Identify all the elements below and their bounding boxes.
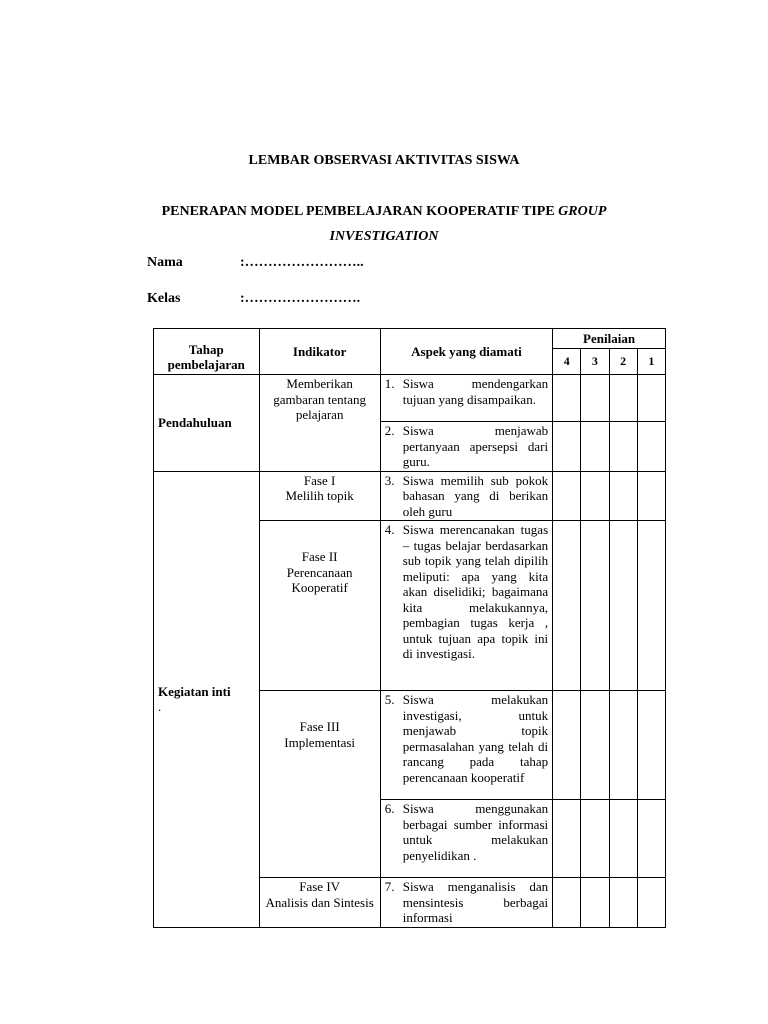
- aspek-row: [380, 521, 552, 691]
- score-cell[interactable]: [553, 471, 581, 521]
- kegiatan-inti-dot: .: [158, 699, 162, 714]
- score-cell[interactable]: [609, 375, 637, 422]
- document-title: LEMBAR OBSERVASI AKTIVITAS SISWA: [248, 153, 520, 168]
- score-cell[interactable]: [637, 878, 665, 928]
- score-cell[interactable]: [553, 691, 581, 800]
- header-score-2: 2: [609, 349, 637, 375]
- score-cell[interactable]: [553, 375, 581, 422]
- aspek-text: Siswa melakukan investigasi, untuk menjawab topik permasalahan yang telah di rancang pada tahap perencanaan kooperatif: [402, 692, 549, 785]
- kelas-value[interactable]: :…………………….: [240, 291, 361, 306]
- header-score-3: 3: [581, 349, 609, 375]
- indikator-fase-4: [259, 878, 380, 928]
- score-cell[interactable]: [553, 878, 581, 928]
- score-cell[interactable]: [581, 878, 609, 928]
- fase-2-label: Fase II: [301, 549, 338, 564]
- kelas-label: Kelas: [147, 291, 181, 306]
- subtitle-plain: PENERAPAN MODEL PEMBELAJARAN KOOPERATIF TIPE: [161, 204, 559, 219]
- score-cell[interactable]: [609, 691, 637, 800]
- fase-3-sub: Implementasi: [284, 734, 356, 750]
- score-cell[interactable]: [609, 521, 637, 691]
- score-cell[interactable]: [581, 375, 609, 422]
- score-cell[interactable]: [637, 422, 665, 472]
- score-cell[interactable]: [553, 521, 581, 691]
- aspek-row: [380, 800, 552, 878]
- fase-4-sub: Analisis dan Sintesis: [265, 894, 374, 910]
- fase-1-label: Fase I: [303, 472, 336, 488]
- indikator-fase-3: [259, 691, 380, 878]
- aspek-row: [380, 471, 552, 521]
- nama-label: Nama: [147, 255, 183, 270]
- aspek-text: Siswa menganalisis dan mensintesis berbagai informasi: [402, 879, 549, 925]
- header-aspek: Aspek yang diamati: [380, 329, 552, 375]
- nama-value[interactable]: :……………………..: [240, 255, 364, 270]
- aspek-row: [380, 691, 552, 800]
- fase-1-sub: Melilih topik: [285, 488, 354, 503]
- fase-2-sub: Perencanaan Kooperatif: [286, 564, 353, 595]
- score-cell[interactable]: [581, 691, 609, 800]
- score-cell[interactable]: [553, 800, 581, 878]
- header-tahap: Tahap pembelajaran: [154, 329, 260, 375]
- aspek-row: [380, 422, 552, 472]
- header-score-4: 4: [553, 349, 581, 375]
- score-cell[interactable]: [581, 471, 609, 521]
- indikator-fase-2: [259, 521, 380, 691]
- fase-4-label: Fase IV: [299, 879, 341, 894]
- indikator-fase-1: [259, 471, 380, 521]
- score-cell[interactable]: [637, 375, 665, 422]
- aspek-number: 5.: [384, 692, 395, 707]
- aspek-text: Siswa merencanakan tugas – tugas belajar berdasarkan sub topik yang telah dipilih meliputi: apa yang kita akan diselidiki; bagaimana kita melakukannya, pembagian tugas kerja , untuk tujuan apa topik ini di investigasi.: [402, 522, 549, 661]
- subtitle-italic: GROUP: [558, 204, 607, 219]
- fase-3-label: Fase III: [299, 719, 340, 734]
- kelas-field[interactable]: [147, 291, 360, 307]
- score-cell[interactable]: [553, 422, 581, 472]
- aspek-number: 1.: [384, 376, 395, 391]
- document-subtitle-line2: INVESTIGATION: [329, 229, 439, 244]
- score-cell[interactable]: [637, 471, 665, 521]
- score-cell[interactable]: [581, 521, 609, 691]
- aspek-number: 6.: [384, 801, 395, 816]
- header-indikator: Indikator: [259, 329, 380, 375]
- kegiatan-inti-label: Kegiatan inti: [158, 683, 231, 699]
- aspek-text: Siswa menggunakan berbagai sumber informasi untuk melakukan penyelidikan .: [402, 801, 549, 863]
- score-cell[interactable]: [609, 422, 637, 472]
- score-cell[interactable]: [609, 800, 637, 878]
- score-cell[interactable]: [609, 471, 637, 521]
- aspek-number: 3.: [384, 472, 395, 488]
- aspek-text: Siswa menjawab pertanyaan apersepsi dari guru.: [402, 423, 549, 469]
- score-cell[interactable]: [609, 878, 637, 928]
- aspek-number: 7.: [384, 879, 395, 894]
- tahap-pendahuluan: Pendahuluan: [154, 375, 260, 472]
- score-cell[interactable]: [637, 800, 665, 878]
- observation-table: [153, 328, 666, 928]
- document-subtitle: [0, 204, 768, 220]
- score-cell[interactable]: [581, 422, 609, 472]
- tahap-kegiatan-inti: [154, 471, 260, 927]
- aspek-text: Siswa mendengarkan tujuan yang disampaikan.: [402, 376, 549, 407]
- aspek-number: 2.: [384, 423, 395, 438]
- indikator-gambaran: Memberikan gambaran tentang pelajaran: [259, 375, 380, 472]
- aspek-text: Siswa memilih sub pokok bahasan yang di berikan oleh guru: [402, 472, 549, 519]
- header-penilaian: Penilaian: [553, 329, 666, 349]
- nama-field[interactable]: [147, 255, 364, 271]
- header-score-1: 1: [637, 349, 665, 375]
- aspek-number: 4.: [384, 522, 395, 537]
- score-cell[interactable]: [637, 691, 665, 800]
- aspek-row: [380, 878, 552, 928]
- aspek-row: [380, 375, 552, 422]
- score-cell[interactable]: [581, 800, 609, 878]
- score-cell[interactable]: [637, 521, 665, 691]
